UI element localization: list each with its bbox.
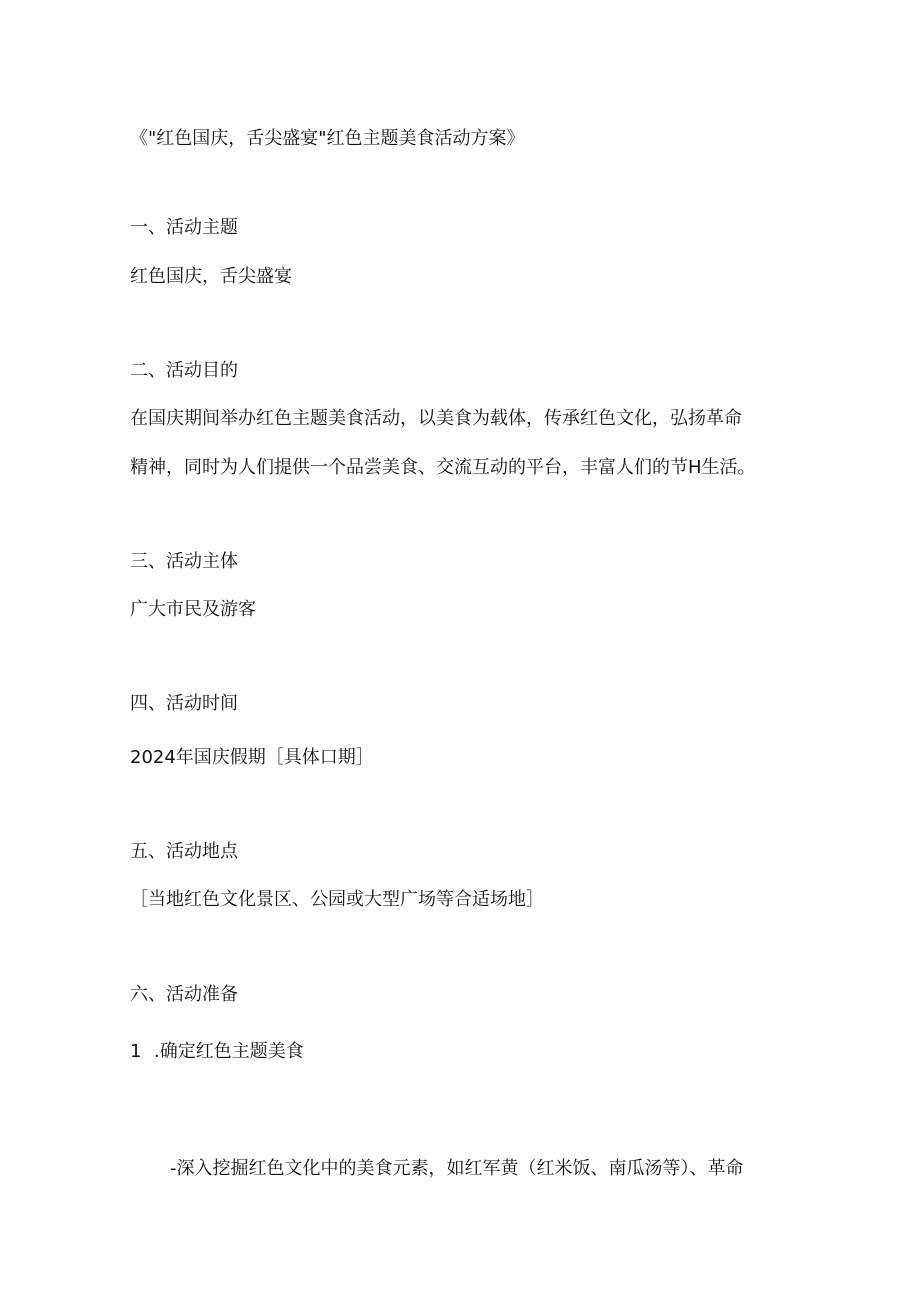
section-heading-theme: 一、活动主题 — [130, 217, 238, 238]
document-title: 《"红色国庆，舌尖盛宴"红色主题美食活动方案》 — [130, 128, 525, 149]
section-body-participants: 广大市民及游客 — [130, 599, 256, 620]
section-body-purpose-line-1: 在国庆期间举办红色主题美食活动，以美食为载体，传承红色文化，弘扬革命 — [130, 408, 742, 429]
list-item-1-text: .确定红色主题美食 — [154, 1041, 304, 1062]
list-item-1-detail: -深入挖掘红色文化中的美食元素，如红军黄（红米饭、南瓜汤等）、革命 — [170, 1158, 744, 1179]
section-heading-purpose: 二、活动目的 — [130, 360, 238, 381]
section-heading-preparation: 六、活动准备 — [130, 984, 238, 1005]
section-heading-time: 四、活动时间 — [130, 693, 238, 714]
section-heading-location: 五、活动地点 — [130, 841, 238, 862]
section-body-location: ［当地红色文化景区、公园或大型广场等合适场地］ — [130, 889, 544, 910]
section-body-purpose-line-2: 精神，同时为人们提供一个品尝美食、交流互动的平台，丰富人们的节H生活。 — [130, 457, 756, 478]
section-body-theme: 红色国庆，舌尖盛宴 — [130, 266, 292, 287]
section-heading-participants: 三、活动主体 — [130, 551, 238, 572]
list-item-1-number: 1 — [130, 1041, 142, 1062]
section-body-time: 2024年国庆假期［具体口期］ — [130, 747, 374, 768]
list-item-1 — [130, 1040, 304, 1064]
